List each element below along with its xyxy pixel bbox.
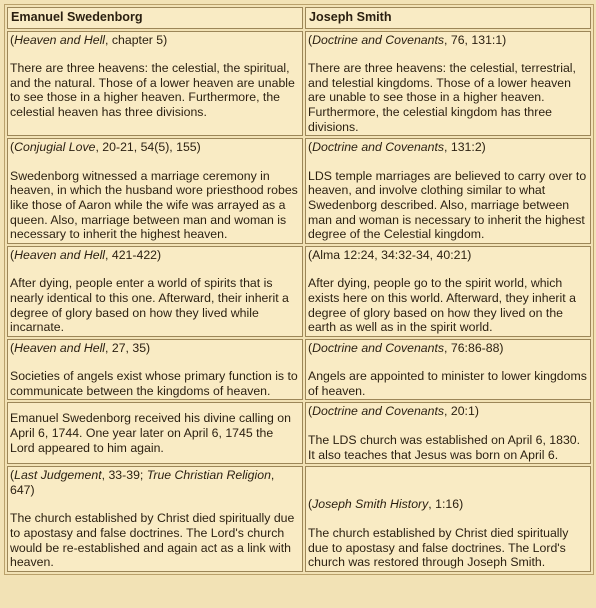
comparison-table <box>4 4 594 575</box>
citation-work-title: True Christian Religion <box>146 468 271 483</box>
citation <box>308 497 463 511</box>
citation <box>10 140 201 154</box>
header-joseph-smith: Joseph Smith <box>305 7 591 29</box>
paragraph-gap <box>10 47 300 61</box>
citation-text: ( <box>308 340 313 355</box>
comparison-text: After dying, people enter a world of spirits that is nearly identical to this one. Afterward, their inherit a degree of glory based on how they lived while incarnate. <box>10 276 289 335</box>
paragraph-gap <box>10 155 300 169</box>
citation-text: , chapter 5) <box>105 32 168 47</box>
citation-text: , 20:1) <box>444 404 479 419</box>
comparison-text: The church established by Christ died spiritually due to apostasy and false doctrines. The Lord's church would be re-established and again act as a link with heaven. <box>10 511 295 570</box>
paragraph-gap <box>308 47 588 61</box>
citation-text: ( <box>308 32 313 47</box>
swedenborg-cell <box>7 31 303 137</box>
citation-text: , 131:2) <box>444 140 486 155</box>
comparison-rows <box>7 31 591 572</box>
table-row <box>7 402 591 464</box>
paragraph-gap <box>308 512 588 526</box>
comparison-text: The church established by Christ died spiritually due to apostasy and false doctrines. The Lord's church was restored through Joseph Smith. <box>308 526 569 570</box>
comparison-text: The LDS church was established on April 6, 1830. It also teaches that Jesus was born on April 6. <box>308 433 581 462</box>
citation-text: ( <box>308 404 313 419</box>
comparison-text: Emanuel Swedenborg received his divine calling on April 6, 1744. One year later on April 6, 1745 the Lord appeared to him again. <box>10 411 291 455</box>
citation <box>10 248 161 262</box>
citation-text: , 20-21, 54(5), 155) <box>95 140 201 155</box>
paragraph-gap <box>10 262 300 276</box>
table-row <box>7 138 591 244</box>
citation-work-title: Doctrine and Covenants <box>312 404 445 419</box>
paragraph-gap <box>308 355 588 369</box>
swedenborg-cell <box>7 466 303 572</box>
citation-text: , 76:86-88) <box>444 340 504 355</box>
citation-work-title: Doctrine and Covenants <box>312 340 445 355</box>
citation <box>10 468 274 497</box>
comparison-text: Societies of angels exist whose primary function is to communicate between the kingdoms of heaven. <box>10 369 298 398</box>
paragraph-gap <box>308 155 588 169</box>
citation <box>308 248 471 262</box>
joseph-smith-cell <box>305 246 591 337</box>
table-row <box>7 466 591 572</box>
swedenborg-cell <box>7 339 303 401</box>
joseph-smith-cell <box>305 138 591 244</box>
citation-work-title: Doctrine and Covenants <box>312 32 445 47</box>
header-swedenborg: Emanuel Swedenborg <box>7 7 303 29</box>
citation-work-title: Heaven and Hell <box>14 340 106 355</box>
citation-text: ( <box>10 340 15 355</box>
swedenborg-cell <box>7 138 303 244</box>
citation-work-title: Heaven and Hell <box>14 32 106 47</box>
paragraph-gap <box>308 419 588 433</box>
table-row <box>7 339 591 401</box>
paragraph-gap <box>308 262 588 276</box>
comparison-text: There are three heavens: the celestial, the spiritual, and the natural. Those of a lower heaven are unable to see those in a higher heaven. Furthermore, the celestial heaven has three divisions. <box>10 61 295 119</box>
citation <box>10 341 150 355</box>
citation <box>308 341 504 355</box>
citation-text: , 647) <box>10 468 275 497</box>
comparison-text: LDS temple marriages are believed to carry over to heaven, and involve clothing similar to what Swedenborg described. Also, marriage between man and woman is necessary to inherit the highest degree of the Celestial kingdom. <box>308 168 587 242</box>
citation-text: , 33-39; <box>101 468 147 483</box>
comparison-text: There are three heavens: the celestial, terrestrial, and telestial kingdoms. Those of a lower heaven are unable to see those in a higher heaven. Furthermore, the celestial kingdom has three divisions. <box>308 61 576 134</box>
swedenborg-cell <box>7 402 303 464</box>
swedenborg-cell <box>7 246 303 337</box>
joseph-smith-cell <box>305 466 591 572</box>
citation <box>308 404 479 418</box>
citation-work-title: Last Judgement <box>14 468 102 483</box>
paragraph-gap <box>10 355 300 369</box>
citation-work-title: Conjugial Love <box>14 140 96 155</box>
citation-text: ( <box>308 140 313 155</box>
citation-text: (Alma 12:24, 34:32-34, 40:21) <box>308 247 472 262</box>
citation <box>10 33 167 47</box>
comparison-text: Angels are appointed to minister to lower kingdoms of heaven. <box>308 369 587 398</box>
citation-text: ( <box>10 32 15 47</box>
citation-text: ( <box>10 247 15 262</box>
citation <box>308 33 506 47</box>
paragraph-gap <box>10 497 300 511</box>
comparison-text: Swedenborg witnessed a marriage ceremony in heaven, in which the husband wore priesthood robes like those of Aaron while the wife was arrayed as a queen. Also, marriage between man and woman is necessary to inherit the highest heaven. <box>10 168 298 242</box>
citation-work-title: Heaven and Hell <box>14 247 106 262</box>
citation-text: , 76, 131:1) <box>444 32 507 47</box>
comparison-text: After dying, people go to the spirit world, which exists here on this world. Afterward, they inherit a degree of glory based on how they lived on the earth as well as in the spirit world. <box>308 276 576 335</box>
citation-text: , 421-422) <box>105 247 162 262</box>
joseph-smith-cell <box>305 339 591 401</box>
table-row <box>7 31 591 137</box>
joseph-smith-cell <box>305 402 591 464</box>
table-row <box>7 246 591 337</box>
citation-text: ( <box>10 140 15 155</box>
citation-text: , 27, 35) <box>105 340 151 355</box>
citation <box>308 140 486 154</box>
citation-text: ( <box>308 497 313 512</box>
header-row <box>7 7 591 29</box>
joseph-smith-cell <box>305 31 591 137</box>
citation-text: , 1:16) <box>428 497 464 512</box>
citation-work-title: Joseph Smith History <box>312 497 429 512</box>
citation-text: ( <box>10 468 15 483</box>
citation-work-title: Doctrine and Covenants <box>312 140 445 155</box>
